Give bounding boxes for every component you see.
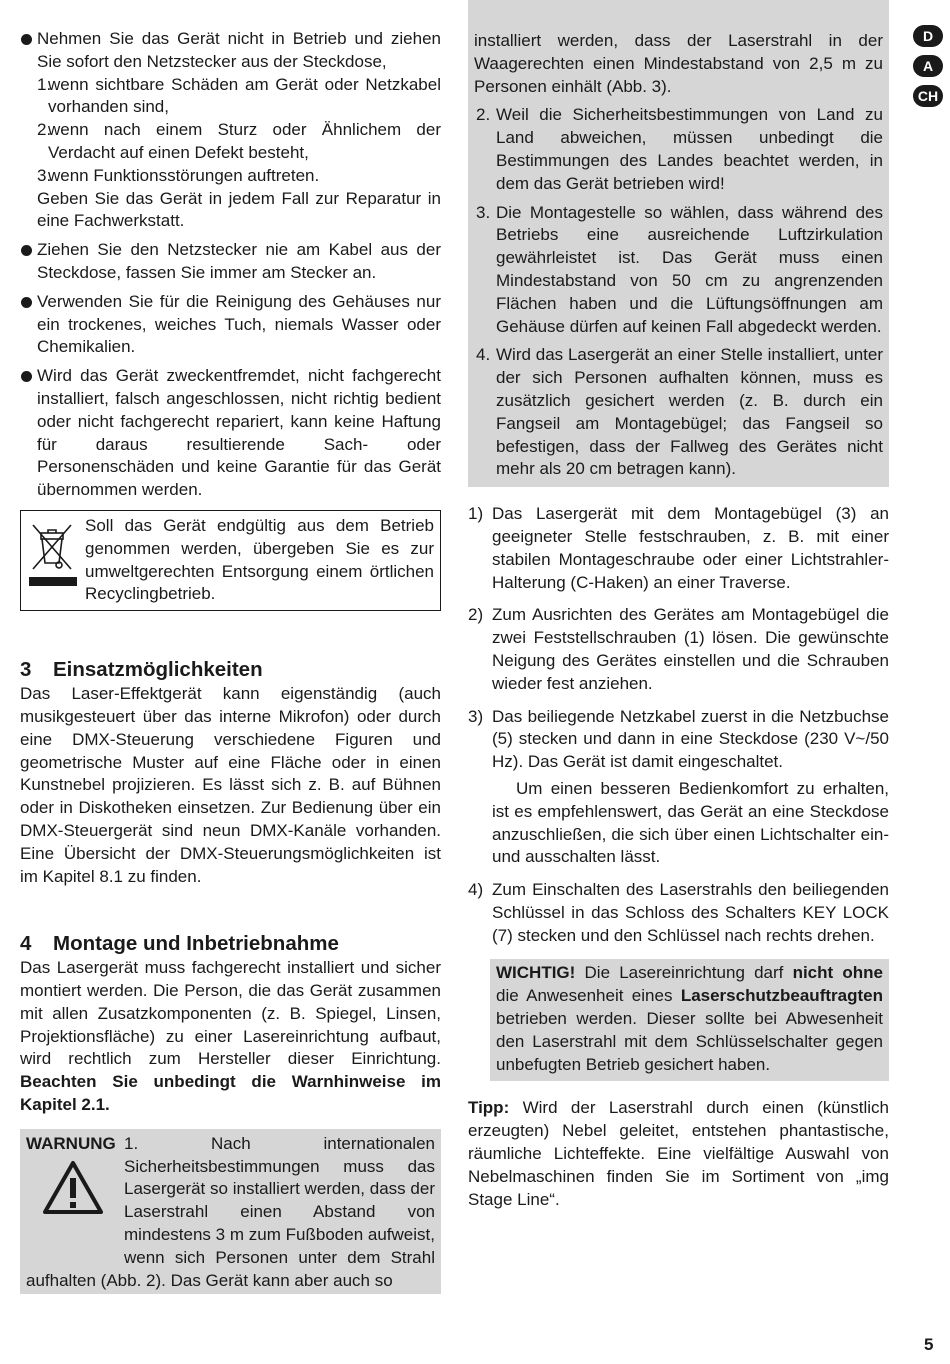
step-text: Das Lasergerät mit dem Montagebügel (3) an geeigneter Stelle festschrauben, z. B. mit einer stabilen Montageschraube oder einer Lichtstrahler-Halterung (C-Haken) an einer Traverse. (492, 504, 889, 592)
step-number: 3) (468, 706, 484, 726)
step-item (468, 503, 889, 594)
left-column (20, 28, 441, 1294)
step-text: Zum Einschalten des Laserstrahls den beiliegenden Schlüssel in das Schloss des Schalters KEY LOCK (7) stecken und den Schlüssel nach rechts drehen. (492, 880, 889, 945)
step-item (468, 604, 889, 695)
bullet-item (20, 291, 441, 359)
sub-list-item (20, 74, 441, 120)
section-heading (20, 931, 441, 957)
bullet-item (20, 28, 441, 74)
language-badge-d: D (913, 25, 943, 47)
important-text: die Anwesenheit eines (496, 986, 673, 1006)
step-paragraph: Um einen besseren Bedienkomfort zu erhalten, ist es empfehlenswert, das Gerät an eine Steckdose anzuschließen, die sich über einen Lichtschalter ein- und ausschalten lässt. (492, 778, 889, 867)
step-text: Zum Ausrichten des Gerätes am Montagebügel die zwei Feststellschrauben (1) lösen. Die gewünschte Neigung des Gerätes einstellen und die Schrauben wieder fest anziehen. (492, 605, 889, 693)
section-number: 3 (20, 658, 32, 682)
sub-list-text: wenn nach einem Sturz oder Ähnlichem der Verdacht auf einen Defekt besteht, (48, 120, 441, 162)
sub-list-number: 3. (37, 165, 52, 185)
disposal-text: Soll das Gerät endgültig aus dem Betrieb genommen werden, übergeben Sie es zur umweltgerechten Entsorgung einem örtlichen Recyclingbetrieb. (85, 515, 434, 604)
section-body (20, 957, 441, 1117)
warning-item-number: 1. (124, 1133, 139, 1153)
page-number: 5 (924, 1335, 934, 1354)
important-text: betrieben werden. Dieser sollte bei Abwesenheit den Laserstrahl mit dem Schlüsselschalter gegen unbefugten Betrieb gesichert haben. (496, 1009, 883, 1074)
warning-list-item (474, 104, 883, 195)
bullet-text: Verwenden Sie für die Reinigung des Gehäuses nur ein trockenes, weiches Tuch, niemals Wasser oder Chemikalien. (37, 291, 441, 357)
warning-box (20, 1129, 441, 1295)
bullet-item (20, 239, 441, 285)
bullet-text: Wird das Gerät zweckentfremdet, nicht fachgerecht installiert, falsch angeschlossen, nicht richtig bedient oder nicht fachgerecht repariert, kann keine Haftung für daraus resultierende Sach- oder Personenschäden und keine Garantie für das Gerät übernommen werden. (37, 366, 441, 500)
section-number: 4 (20, 932, 32, 956)
bullet-text: Ziehen Sie den Netzstecker nie am Kabel aus der Steckdose, fassen Sie immer am Stecker an. (37, 240, 441, 282)
bullet-outro: Geben Sie das Gerät in jedem Fall zur Reparatur in eine Fachwerkstatt. (37, 188, 441, 231)
step-number: 4) (468, 880, 484, 900)
section-heading (20, 657, 441, 683)
sub-list-number: 1. (37, 74, 52, 94)
crossed-bin-icon (29, 521, 77, 589)
step-number: 2) (468, 605, 484, 625)
tip-label: Tipp: (468, 1098, 510, 1118)
tip-text: Wird der Laserstrahl durch einen (künstlich erzeugten) Nebel geleitet, entstehen phantastische, räumliche Lichteffekte. Eine vielfältige Auswahl von Nebelmaschinen finden Sie im Sortiment von „img Stage Line“. (468, 1098, 889, 1209)
warning-item-number: 3. (476, 202, 491, 222)
warning-item-number: 2. (476, 105, 491, 125)
important-bold: Laserschutzbeauftragten (680, 986, 883, 1006)
important-label: WICHTIG! (496, 963, 576, 983)
tip-paragraph (468, 1097, 889, 1211)
important-box (490, 959, 889, 1081)
section-body-bold: Beachten Sie unbedingt die Warnhinweise im Kapitel 2.1. (20, 1072, 441, 1115)
warning-label: WARNUNG (26, 1133, 116, 1153)
sub-list-item (20, 119, 441, 165)
section-title: Montage und Inbetriebnahme (53, 932, 339, 956)
warning-triangle-icon (42, 1160, 104, 1216)
language-badges (913, 25, 943, 115)
step-text: Das beiliegende Netzkabel zuerst in die Netzbuchse (5) stecken und dann in eine Steckdose (230 V~/50 Hz). Das Gerät ist damit eingeschaltet. (492, 706, 889, 772)
warning-cont-text: installiert werden, dass der Laserstrahl in der Waagerechten einen Mindestabstand von 2,5 m zu Personen einhält (Abb. 3). (474, 31, 883, 96)
warning-item-text: Nach internationalen Sicherheitsbestimmungen muss das Lasergerät so installiert werden, dass der Laserstrahl einen Abstand von mindestens 3 m zum Fußboden aufweist, wenn sich Personen unter dem Strahl aufhalten (Abb. 2). Das Gerät kann aber auch so (26, 1133, 435, 1290)
warning-item-text: Die Montagestelle so wählen, dass während des Betriebs eine ausreichende Luftzirkulation gewährleistet ist. Das Gerät muss einen Mindestabstand von 50 cm zu angrenzenden Flächen haben und die Lüftungsöffnungen am Gehäuse dürfen auf keinen Fall abgedeckt werden. (496, 202, 883, 336)
sub-list-number: 2. (37, 120, 52, 140)
warning-item-text: Weil die Sicherheitsbestimmungen von Land zu Land abweichen, müssen unbedingt die Bestimmungen des Landes beachtet werden, in dem das Gerät betrieben wird! (496, 105, 883, 193)
bullet-text: Nehmen Sie das Gerät nicht in Betrieb und ziehen Sie sofort den Netzstecker aus der Steckdose, (37, 29, 441, 71)
important-text: Die Lasereinrichtung darf (584, 963, 784, 983)
language-badge-ch: CH (913, 85, 943, 107)
sub-list-item (20, 165, 441, 188)
step-item (468, 879, 889, 947)
warning-item-text: Wird das Lasergerät an einer Stelle installiert, unter der sich Personen aufhalten können, muss es zusätzlich gesichert werden (z. B. durch ein Fangseil am Montagebügel; das Fangseil so befestigen, dass der Fallweg des Gerätes nicht mehr als 20 cm betragen kann). (496, 345, 883, 479)
sub-list-text: wenn sichtbare Schäden am Gerät oder Netzkabel vorhanden sind, (48, 74, 441, 117)
step-item (468, 706, 889, 774)
language-badge-a: A (913, 55, 943, 77)
warning-list-item (474, 344, 883, 481)
warning-label-block (26, 1133, 124, 1251)
section-title: Einsatzmöglichkeiten (53, 658, 263, 682)
bullet-item (20, 365, 441, 502)
warning-box-continued (468, 0, 889, 487)
section-body: Das Laser-Effektgerät kann eigenständig (auch musikgesteuert über das interne Mikrofon) oder durch eine DMX-Steuerung verschiedene Figuren und geometrische Muster auf eine Fläche oder in einen Kunstnebel projizieren. Es lässt sich z. B. auf Bühnen oder in Diskotheken einsetzen. Zur Bedienung über ein DMX-Steuergerät sind neun DMX-Kanäle vorhanden. Eine Übersicht der DMX-Steuerungsmöglichkeiten ist im Kapitel 8.1 zu finden. (20, 684, 441, 886)
warning-list-item (474, 202, 883, 339)
warning-item-number: 4. (476, 345, 491, 365)
sub-list-text: wenn Funktionsstörungen auftreten. (48, 165, 320, 185)
section-body-text: Das Lasergerät muss fachgerecht installiert und sicher montiert werden. Die Person, die das Gerät zusammen mit allen Zusatzkomponenten (z. B. Spiegel, Linsen, Projektionsfläche) zu einer Lasereinrichtung aufbaut, wird rechtlich zum Hersteller dieser Einrichtung. (20, 958, 441, 1069)
important-bold: nicht ohne (792, 963, 883, 983)
disposal-box (20, 510, 441, 611)
right-column (468, 28, 889, 1211)
step-number: 1) (468, 504, 484, 524)
